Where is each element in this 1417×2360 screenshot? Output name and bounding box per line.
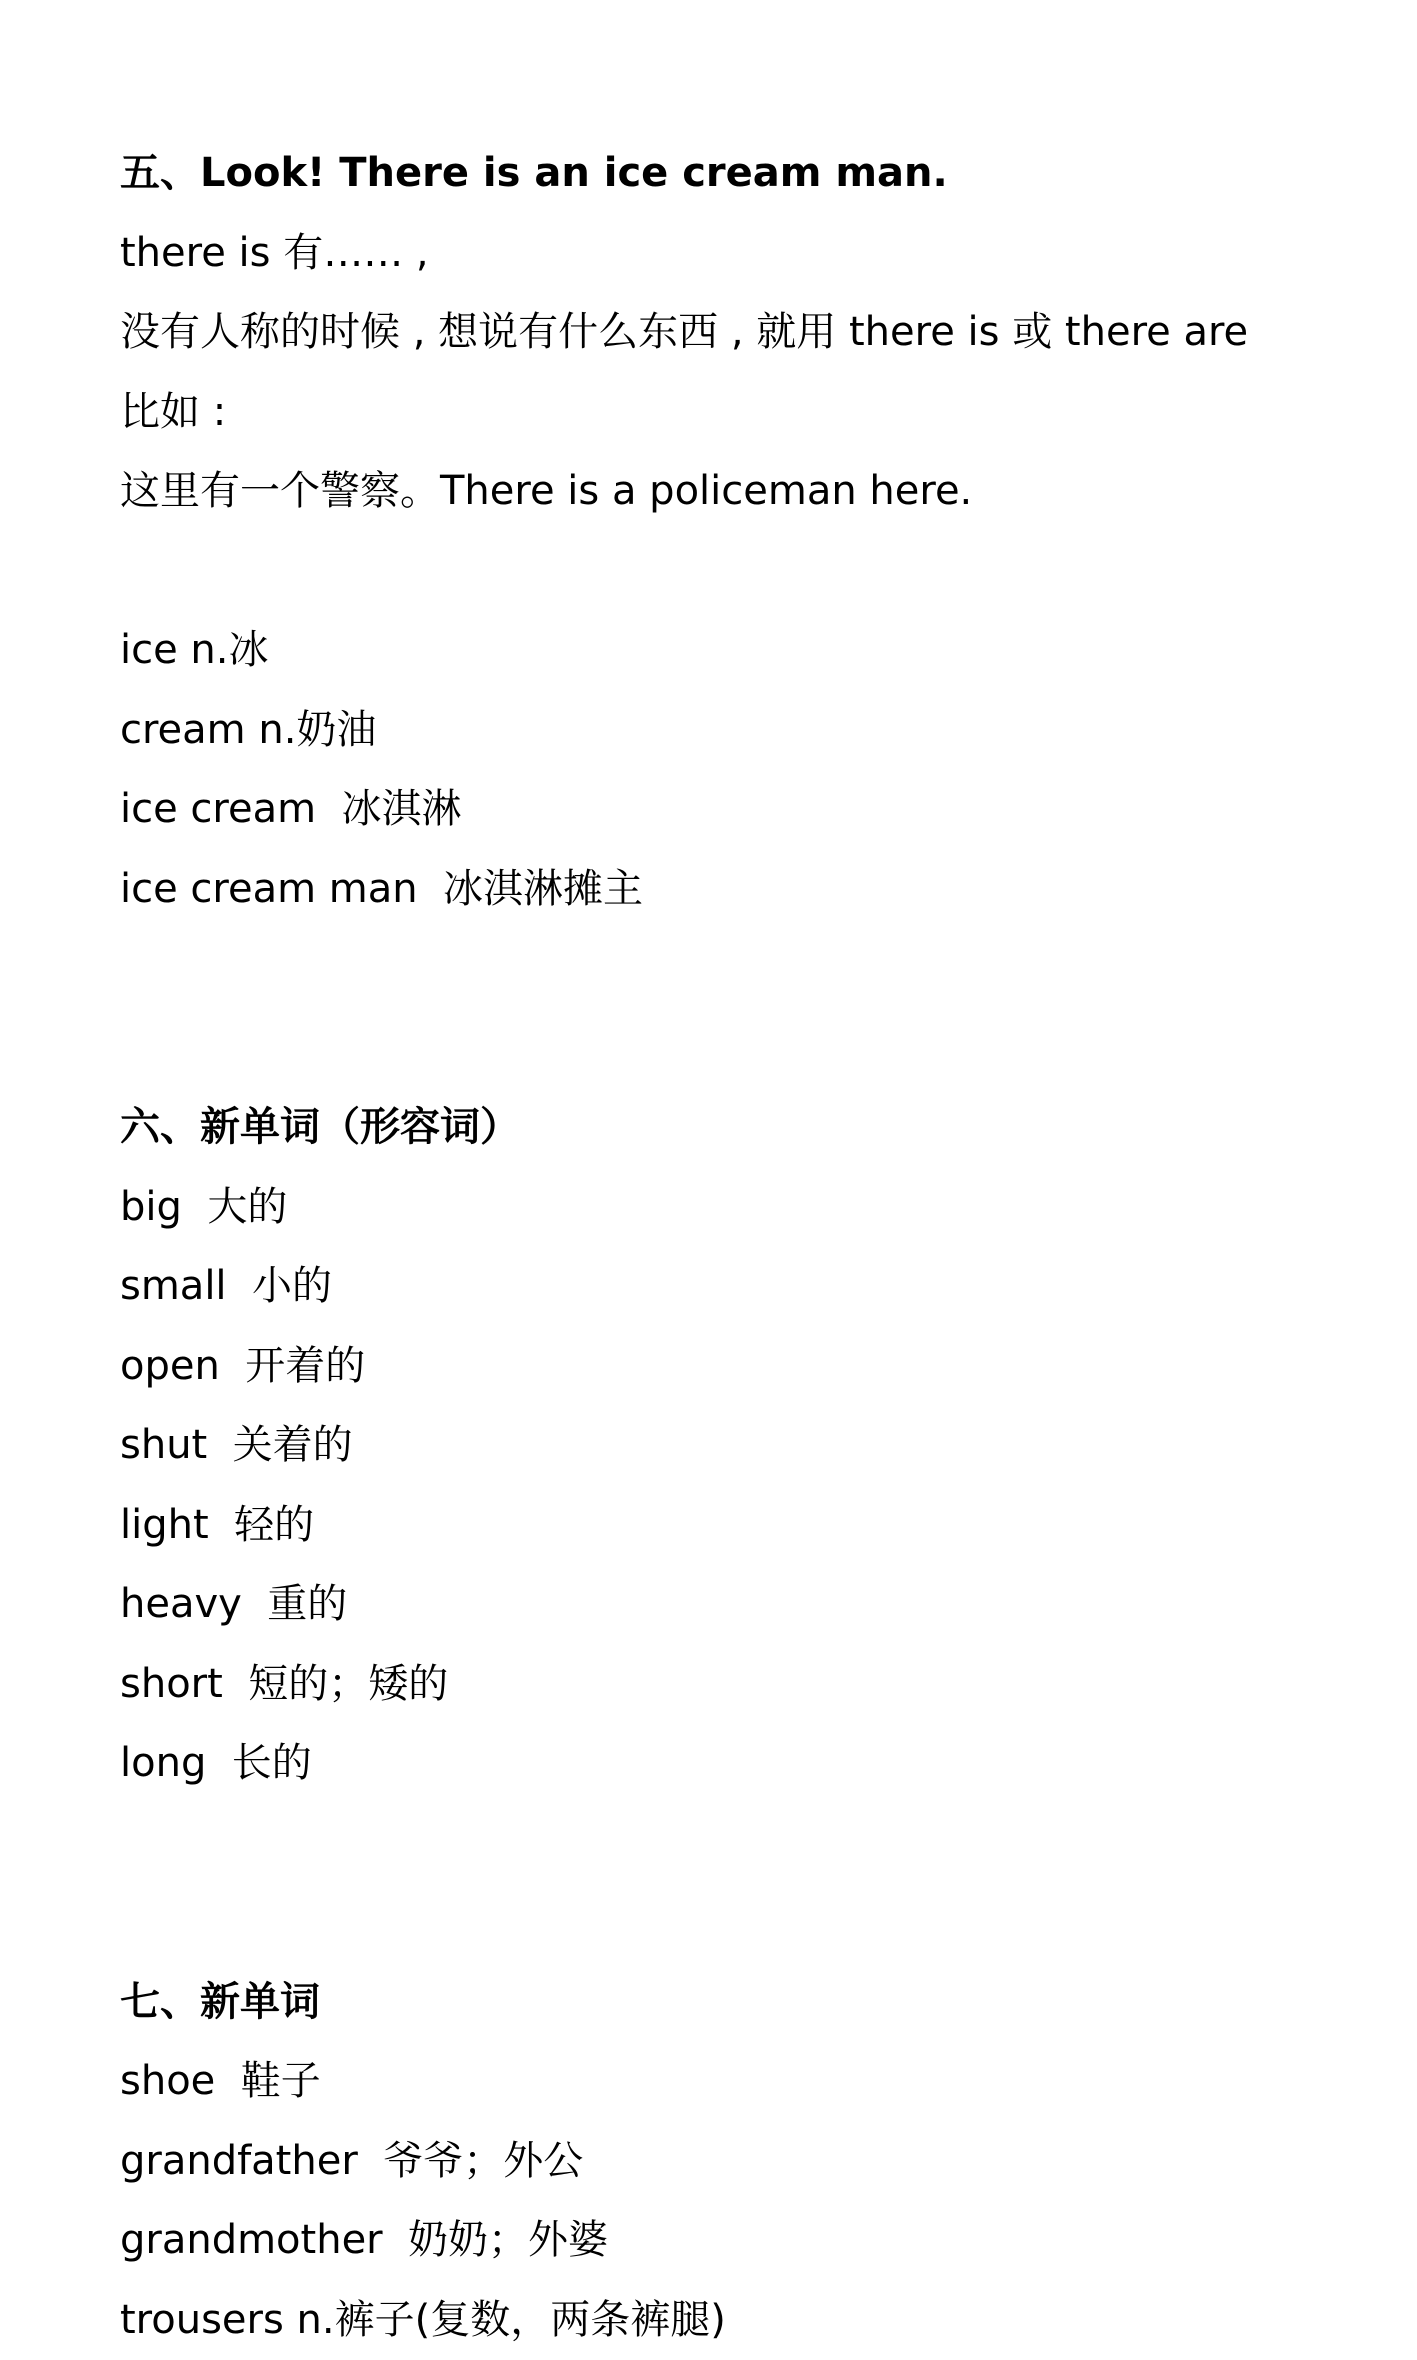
vocab-item: trousers n.裤子(复数，两条裤腿) — [120, 2281, 1320, 2360]
vocab-item: long 长的 — [120, 1724, 1320, 1804]
vocab-item: big 大的 — [120, 1168, 1320, 1248]
blank-line — [120, 532, 1320, 612]
vocab-item: heavy 重的 — [120, 1565, 1320, 1645]
vocab-item: cream n.奶油 — [120, 691, 1320, 771]
section-5-line: 比如 : — [120, 373, 1320, 453]
vocab-item: small 小的 — [120, 1247, 1320, 1327]
vocab-item: ice n.冰 — [120, 611, 1320, 691]
section-6-heading: 六、新单词（形容词） — [120, 1088, 1320, 1168]
vocab-item: ice cream 冰淇淋 — [120, 770, 1320, 850]
blank-lines — [120, 1804, 1320, 1963]
section-7-heading: 七、新单词 — [120, 1963, 1320, 2043]
section-5-line: 没有人称的时候 , 想说有什么东西 , 就用 there is 或 there are — [120, 293, 1320, 373]
blank-lines — [120, 929, 1320, 1088]
vocab-item: shut 关着的 — [120, 1406, 1320, 1486]
vocab-item: shoe 鞋子 — [120, 2042, 1320, 2122]
section-5-heading: 五、Look! There is an ice cream man. — [120, 134, 1320, 214]
section-5-line: 这里有一个警察。There is a policeman here. — [120, 452, 1320, 532]
section-5-line: there is 有…… , — [120, 214, 1320, 294]
vocab-item: grandmother 奶奶；外婆 — [120, 2201, 1320, 2281]
vocab-item: ice cream man 冰淇淋摊主 — [120, 850, 1320, 930]
vocab-item: light 轻的 — [120, 1486, 1320, 1566]
vocab-item: short 短的；矮的 — [120, 1645, 1320, 1725]
vocab-item: open 开着的 — [120, 1327, 1320, 1407]
document-page — [120, 134, 1320, 2360]
vocab-item: grandfather 爷爷；外公 — [120, 2122, 1320, 2202]
